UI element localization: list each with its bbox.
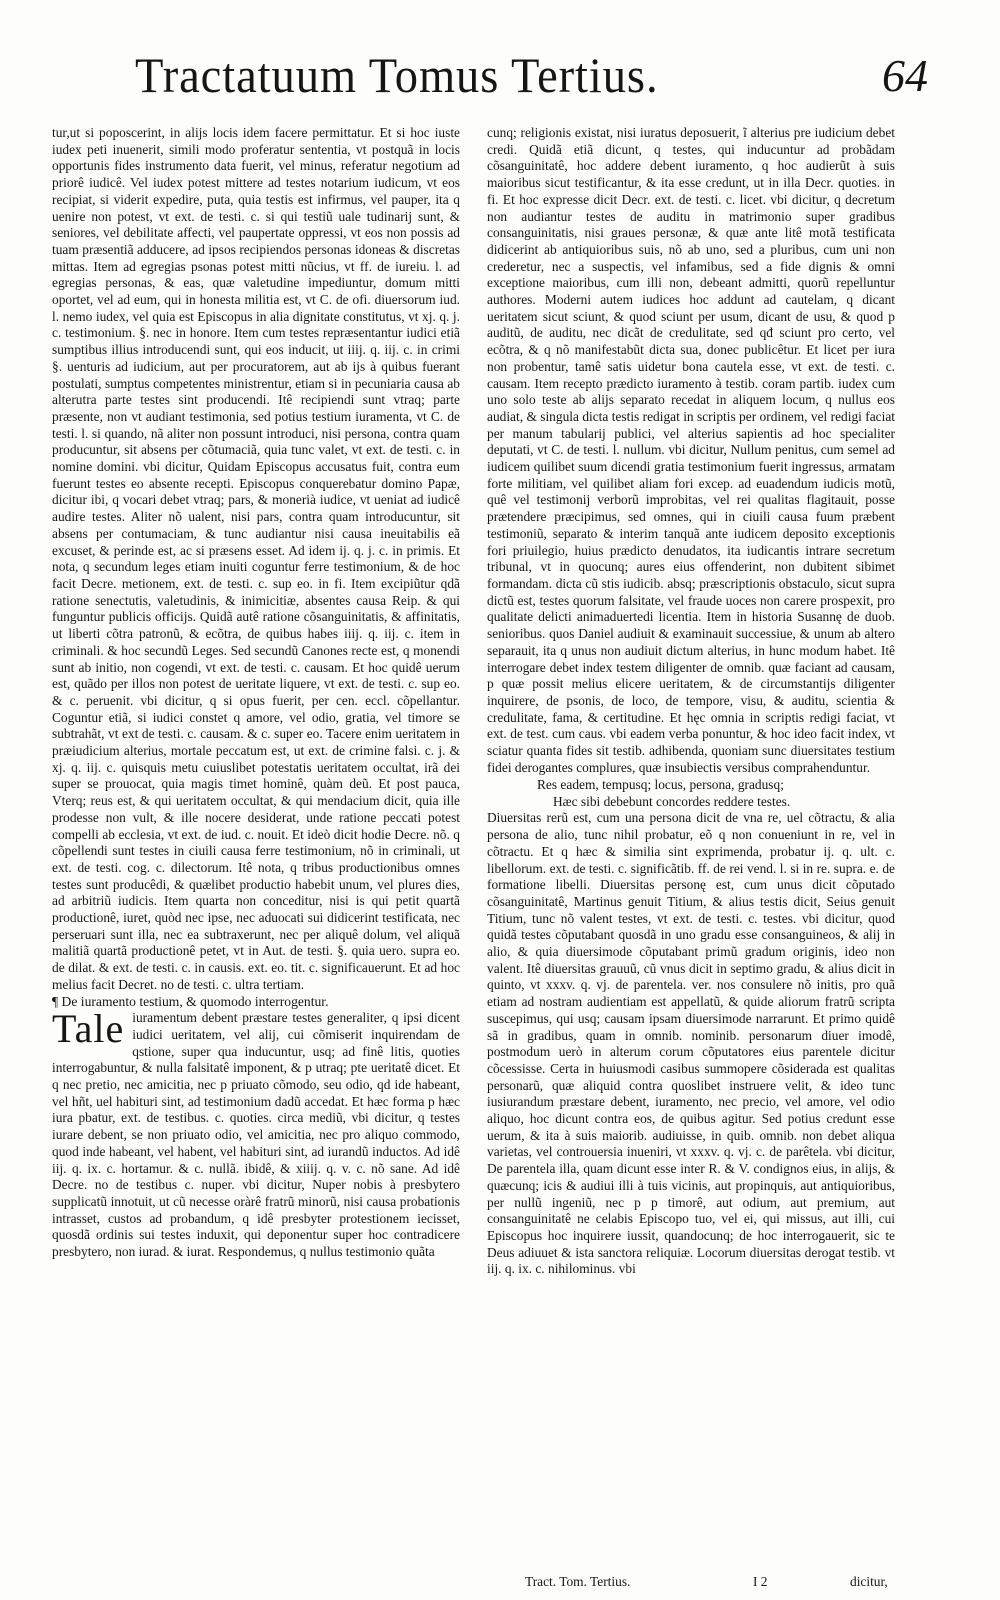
verse-line-1: Res eadem, tempusq; locus, persona, gradusq;	[537, 777, 784, 793]
section-heading-oath-of-witnesses: ¶ De iuramento testium, & quomodo interrogentur.	[52, 993, 329, 1009]
page-footer	[525, 1574, 905, 1590]
running-footer: Tract. Tom. Tertius.	[525, 1574, 631, 1589]
page-number: 64	[882, 50, 928, 101]
right-text-column	[487, 125, 895, 1595]
right-paragraph-continued: cunq; religionis existat, nisi iuratus deposuerit, ĩ alterius pre iudicium debet credi. Quidã etiã dicunt, q testes, qui inducuntur ad probãdam cõsanguinitatê, hoc addere debent iuramento, q hoc audierũt à suis maioribus sicut testificantur, & ita esse credunt, ut in illa Decr. quoties. in fi. Et hoc expresse dicit Decr. ext. de testi. c. licet. vbi dicitur, q decretum non audiantur testes de auditu in matrimonio super gradibus consanguinitatis, nisi graues personæ, & quæ ante litê motã testificata didicerint ab antiquioribus suis, nõ ab uno, sed a pluribus, cum uni non crederetur, nec a suspectis, vel infamibus, sed a fide dignis & omni exceptione maioribus, cum illi non, debeant admitti, quorũ repelluntur authores. Moderni autem iudices hoc addunt ad cautelam, q dicant ueritatem sicut sciunt, & quod sciunt per usum, dicant de usu, & quod p auditũ, de auditu, nec dicãt de credulitate, sed qđ sciunt pro certo, vel ecõtra, & q nõ manifestabũt dicta sua, donec publicêtur. Et licet per iura non probentur, tamê satis uidetur bona cautela esse, vt ext. de testi. c. causam. Item recepto prædicto iuramento à testib. coram partib. iudex cum uno solo teste ab alijs separato recedat in aliquem locum, q nullus eos audiat, & singula dicta testis redigat in scriptis per ordinem, vel redigi faciat per manum tabularij publici, vel alterius sapientis ad hoc specialiter deputati, vt C. de testi. l. nullum. vbi dicitur, Nullum penitus, cum semel ad iudicem quilibet suum dicendi gratia testimonium fuerit ingressus, armatam forte militiam, vel quilibet aliam fori excep. ad euadendum iudicis motũ, quê vel testimonij verborũ improbitas, vel rei qualitas flagitauit, posse prætendere præcipimus, sed omnes, qui in ciuili causa fuum præbent testimoniũ, separato & interim tanquã ante iudicem deposito exceptionis fori priuilegio, huius prædicto denudatos, ita iudicantis intrare secretum tribunal, vt in quocunq; aures eius offenderint, non dubitent sibimet formandam. dicta cũ stis iudicib. absq; præscriptionis obstaculo, sicut supra dictũ est, testes quorum falsitate, vel fraude uoces non carere prospexit, pro qualitate delicti animaduertedi licentia. Item in historia Susannę de duob. senioribus. quos Daniel audiuit & examinauit successiue, & unum ab altero separauit, ita q unus non audiuit dictum alterius, in hunc modum habet. Itê interrogare debet index testem diligenter de omnib. quæ faciant ad causam, p quæ possit melius elicere ueritatem, & de circumstantijs diligenter inquirere, de psonis, de loco, de tempore, visu, & auditu, scientia & credulitate, fama, & certitudine. Et hęc omnia in scriptis redigi faciat, vt ext. de test. cum caus. vbi eadem verba ponuntur, & hoc ideo facit index, vt sciatur quanta fides sit testib. adhibenda, quoniam sunc diuersitates testium fidei derogantes complures, quæ insubiectis versibus comprahenduntur.	[487, 125, 895, 775]
left-paragraph-continued: tur,ut si poposcerint, in alijs locis idem facere permittatur. Et si hoc iuste iudex peti inuenerit, simili modo proferatur sententia, vt postquã in locis opportunis fides instrumento data fuerit, vel minus, referatur negotium ad priorê iudicê. Vel iudex potest mittere ad testes notarium iudicum, vt eos recipiat, si viderit expedire, puta, quia testis est infirmus, vel pauper, ita q uenire non potest, vt ext. de testi. c. si qui testiũ uale tudinarij sunt, & seniores, vel debilitate affecti, vel paupertate oppressi, vt eos non possis ad tuam præsentiã adducere, ad ipsos recipiendos personas idoneas & discretas mittas. Item ad egregias psonas potest mitti nũcius, vt ff. de iureiu. l. ad egregias personas, & eas, quæ valetudine impediuntur, domum mitti oportet, vel ad eum, qui in honesta militia est, vt C. de ofi. diuersorum iud. l. nemo iudex, vel quia est Episcopus in alia dignitate constitutus, vt xj. q. j. c. testimonium. §. nec in honore. Item cum testes repræsentantur iudici etiã sumptibus illius introducendi sunt, qui eos inducit, ut iiij. q. iij. c. in crimi §. uenturis ad iudicium, aut per procuratorem, aut ab ijs à quibus fuerant postulati, sumptus competentes ministrentur, etiam si in pecuniaria causa ab alterutra parte testes sint producendi. Itê recipiendi sunt vtraq; parte præsente, non vt audiant testimonia, sed potius testium iuramenta, vt C. de testi. l. si quando, nã aliter non possunt introduci, nisi persona, contra quam producuntur, sit absens per cõtumaciã, quia tunc valet, vt ext. de testi. c. in nomine domini. vbi dicitur, Quidam Episcopus accusatus fuit, contra eum fuerunt testes eo absente recepti. Episcopus conquerebatur domino Papæ, dicitur ibi, q vocari debet vtraq; pars, & monerià iudice, vt ueniat ad iudicê audire testes. Aliter nõ ualent, nisi pars, contra quam introducuntur, sit absens per contumaciam, & tunc audiantur nisi causa ineuitabilis eã excuset, & perinde est, ac si præsens esset. Ad idem ij. q. j. c. in primis. Et nota, q secundum leges etiam inuiti coguntur ferre testimonium, & de hoc facit Decre. metionem, ext. de testi. c. sup eo. in fi. Item excipiũtur qdã ratione senectutis, valetudinis, & inimicitiæ, absentes causa Reip. & qui funguntur publicis officijs. Quidã autê ratione cõsanguinitatis, & affinitatis, ut liberti cõtra patronũ, & ecõtra, de quibus habes iiij. q. iij. c. item in criminali. & hoc secundũ Leges. Sed secundũ Canones recte est, q monendi sunt ab initio, non cogendi, vt ext. de testi. c. causam. Et hoc quidê uerum est, quãdo per illos non potest de ueritate liquere, vt ext. de testi. c. sup eo. & c. peruenit. vbi dicitur, q si opus fuerit, per cen. eccl. cõpellantur. Coguntur etiã, si iudici constet q amore, vel odio, gratia, vel timore se subtrahãt, vt ext de testi. c. causam. & c. super eo. Tacere enim ueritatem in præiudicium alterius, mortale peccatum est, ut ext. de crimine falsi. c. j. & xj. q. iij. c. quisquis metu cuiuslibet potestatis ueritatem occultat, irã dei super se prouocat, quia magis timet hominê, quàm deũ. Et post pauca, Vterq; reus est, & qui ueritatem occultat, & qui mendacium dicit, quia ille prodesse non vult, & ille nocere desiderat, unde ratione peccati potest compelli ab ecclesia, vt ext. de iud. c. nouit. Et ideò dicit hodie Decre. nõ. q cõpellendi sunt testes in ciuili causa ferre testimonium, nõ in criminali, ut ext. de testi. cog. c. dilectorum. Itê nota, q tribus productionibus omnes testes sunt producêdi, & quælibet productio habebit unum, vel plures dies, ad arbitriũ iudicis. Item quarta non conceditur, nisi is qui petit quartã productionê, iuret, quòd nec ipse, nec aduocati sui didicerint testificata, nec perseruari sunt illa, nec ea subtraxerunt, nec per aliquê dolum, vel aliquã malitiã quartã productionê petet, vt in Aut. de testi. §. quia uero. supra eo. de dilat. & ext. de testi. c. in causis. ext. eo. tit. c. significauerunt. Et ad hoc melius facit Decret. no de testi. c. ultra tertiam.	[52, 125, 460, 992]
running-title: Tractatuum Tomus Tertius.	[135, 47, 659, 103]
verse-line-2: Hæc sibi debebunt concordes reddere testes.	[553, 794, 791, 810]
signature-mark: I 2	[753, 1574, 768, 1589]
decorated-initial: Tale	[52, 1006, 125, 1052]
catchword: dicitur,	[850, 1574, 888, 1589]
left-paragraph-oath	[52, 1006, 460, 1261]
right-paragraph-diversity: Diuersitas rerũ est, cum una persona dicit de vna re, uel cõtractu, & alia persona de alio, tunc nihil probatur, eõ q non conueniunt in re, vel in cõtractu. Et q hæc & similia sint exprimenda, probatur ij. q. ult. c. libellorum. ext. de testi. c. significãtib. ff. de rei vend. l. si in re. supra. e. de formatione libelli. Diuersitas personę est, cum unus dicit cõputado cõsanguinitatê, Martinus genuit Titium, & alius testis dicit, Seius genuit Titium, tunc nõ valent testes, vt ext. de testi. c. testes. vbi dicitur, quod quidã testes cõputabant quosdã in uno gradu esse consanguineos, & alij in alio, & quia diuersimode cõputabant primũ gradum originis, ideo non valent. Itê diuersitas grauuũ, cũ vnus dicit in septimo gradu, & alius dicit in quinto, vt xxxv. q. vj. de parentela. ver. nos consulere nõ initis, pro quã etiam ad nostram audientiam est appellatũ, & quide aliorum fratrũ scripta suscepimus, qui usq; causam ipsam diuersimode narrarunt. Et primo quidê sã in gradibus, quam in omnib. nominib. personarum diuer imodê, postmodum uerò in alterum corum cõputatores eius parentele dicitur cõcessisse. Certa in huiusmodi casibus summopere cõsiderada est qualitas personarũ, quæ aliquid contra quoslibet instruere velit, & ideo tunc iusiurandum præstare debent, iuramento, nec precio, vel amore, vel odio aliquo, hoc dicunt contra eos, de quibus agitur. Sed potius credunt esse uerum, & ita à suis maiorib. audiuisse, in quib. omnib. non debet aliqua varietas, vel controuersia inueniri, vt xxxv. q. vj. c. de parêtela. vbi dicitur, De parentela illa, quam dicunt esse inter R. & V. condignos eius, in alijs, & quæcunq; icis & audiui illi à tuis vicinis, aut propinquis, aut antiquioribus, per nullũ ingeniũ, nec p p timorê, aut odium, aut premium, aut consanguinitatê ne celabis Episcopo tuo, vel ei, qui missus, aut illi, cui Episcopus hoc inquirere iussit, quandocunq; de hoc interrogauerit, sic te Deus adiuuet & ista sanctora reliquiæ. Locorum diuersitas derogat testib. vt iij. q. ix. c. nihilominus. vbi	[487, 810, 895, 1277]
oath-paragraph-text: iuramentum debent præstare testes generaliter, q ipsi dicent iudici ueritatem, vel alij, cui cõmiserit inquirendam de qstione, super qua inducuntur, usq; ad finê litis, quoties interrogabuntur, & nulla falsitatê imponent, & p utraq; pte ueritatê dicet. Et q nec pretio, nec amicitia, nec p priuato cõmodo, seu odio, qd ide habeant, vel hñt, uel habituri sint, ad testimonium dadũ accedat. Et hæc forma p hæc iura pbatur, ext. de testibus. c. quoties. circa mediũ, vbi dicitur, q testes iurare debent, se non priuato odio, vel amicitia, nec pro aliquo commodo, quod inde habeant, vel habent, vel habituri sint, ad iurandũ inductos. Ad idê iij. q. ix. c. hortamur. & c. nullã. ibidê, & xiiij. q. v. c. nõ sane. Ad idê Decre. no de testibus c. nuper. vbi dicitur, Nuper nobis à presbytero supplicatũ innotuit, ut cũ necesse oràrê fratrũ minorũ, nisi causa probationis intrasset, custos ad probandum, q idê presbyter protestionem iecisset, quosdã ordinis sui testes induxit, qui deponentur super hoc contradicere presbytero, non iurad. & iurat. Respondemus, q nullus testimonio quãta	[52, 1010, 460, 1260]
left-text-column	[52, 125, 460, 1555]
